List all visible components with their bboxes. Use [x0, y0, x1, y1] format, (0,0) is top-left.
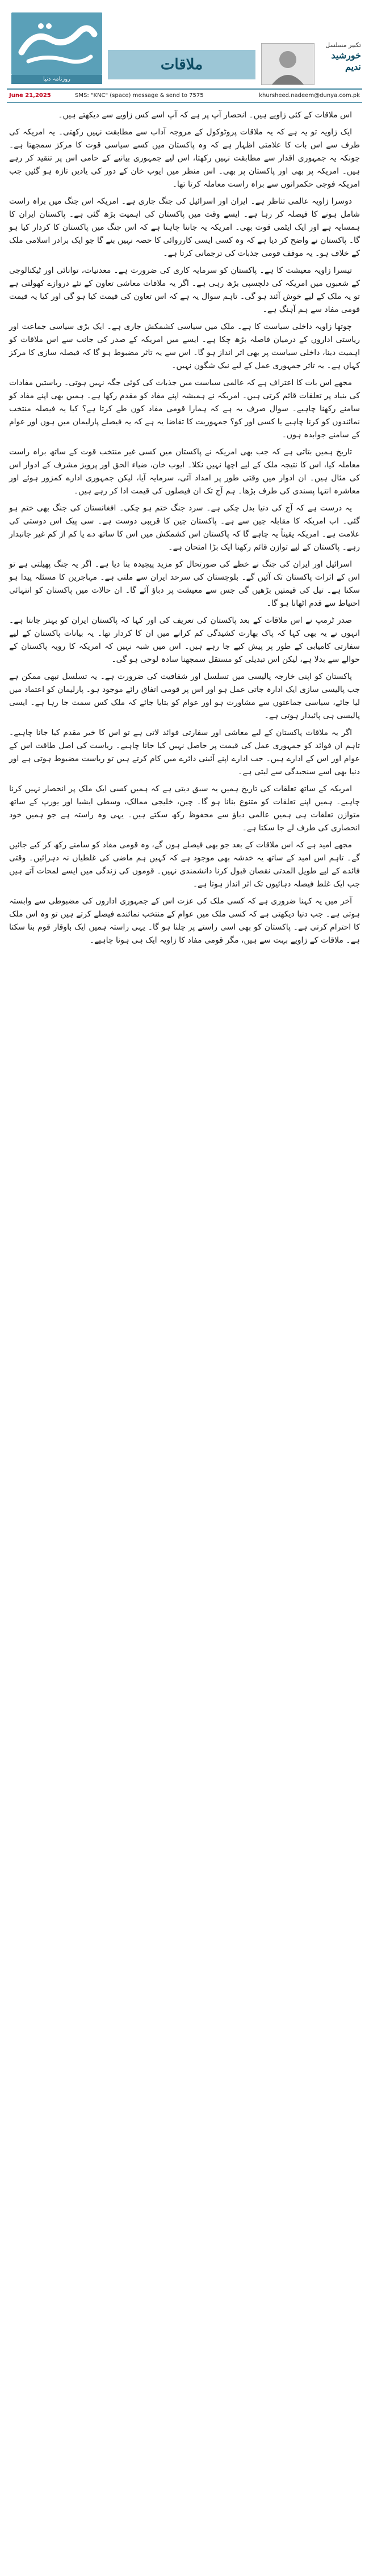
- article-paragraph: مجھے امید ہے کہ اس ملاقات کے بعد جو بھی فیصلے ہوں گے، وہ قومی مفاد کو سامنے رکھ کر کیے جائیں گے۔ تاہم اس امید کے ساتھ یہ خدشہ بھی موجود ہے کہ کہیں ہم ماضی کی غلطیاں نہ دہرائیں۔ وقتی فائدے کے لیے طویل المدتی نقصان قبول کرنا دانشمندی نہیں۔ قوموں کی زندگی میں ایسے لمحات آتے ہیں جب ایک غلط فیصلہ دہائیوں تک اثر انداز ہوتا ہے۔: [9, 841, 360, 889]
- meta-bar: [7, 88, 362, 103]
- column-series-name: تکبیر مسلسل: [325, 41, 361, 49]
- article-paragraph: اس ملاقات کے کئی زاویے ہیں۔ انحصار آپ پر ہے کہ آپ اسے کس زاویے سے دیکھتے ہیں۔: [58, 111, 352, 120]
- sms-instructions: SMS: "KNC" (space) message & send to 7575: [75, 92, 204, 99]
- article-paragraph: اگر یہ ملاقات پاکستان کے لیے معاشی اور سفارتی فوائد لاتی ہے تو اس کا خیر مقدم کیا جانا چاہیے۔ تاہم ان فوائد کو جمہوری عمل کی قیمت پر حاصل نہیں کیا جانا چاہیے۔ ریاست کی اصل طاقت اس کے عوام اور اس کے ادارے ہیں۔ جب ادارے اپنے آئینی دائرے میں کام کرتے ہیں تو ریاست مضبوط ہوتی ہے اور دنیا بھی اسے سنجیدگی سے لیتی ہے۔: [9, 728, 360, 776]
- article-paragraph: چوتھا زاویہ داخلی سیاست کا ہے۔ ملک میں سیاسی کشمکش جاری ہے۔ ایک بڑی سیاسی جماعت اور ریاستی اداروں کے درمیان فاصلہ بڑھ چکا ہے۔ ایسے میں امریکہ کے صدر کی جانب سے اس ملاقات کو اہمیت دینا، داخلی سیاست پر بھی اثر انداز ہو گا۔ اس سے یہ تاثر مضبوط ہو گا کہ فیصلہ سازی کا مرکز کہاں ہے۔ یہ تاثر جمہوری عمل کے لیے نیک شگون نہیں۔: [9, 322, 360, 370]
- author-photo: [261, 43, 315, 85]
- dunya-logo-icon: [11, 12, 102, 75]
- article-paragraph: امریکہ کے ساتھ تعلقات کی تاریخ ہمیں یہ سبق دیتی ہے کہ ہمیں کسی ایک ملک پر انحصار نہیں کرنا چاہیے۔ ہمیں اپنے تعلقات کو متنوع بنانا ہو گا۔ چین، خلیجی ممالک، وسطی ایشیا اور یورپ کے ساتھ متوازن تعلقات ہی ہمیں عالمی دباؤ سے محفوظ رکھ سکتے ہیں۔ یہی وہ راستہ ہے جو ہمیں خود انحصاری کی طرف لے جا سکتا ہے۔: [9, 784, 360, 833]
- author-name: خورشید ندیم: [331, 50, 361, 72]
- article-paragraph: صدر ٹرمپ نے اس ملاقات کے بعد پاکستان کی تعریف کی اور کہا کہ پاکستان ایران کو بہتر جانتا ہے۔ انہوں نے یہ بھی کہا کہ پاک بھارت کشیدگی کم کرانے میں ان کا کردار تھا۔ یہ بیانات پاکستان کے لیے سفارتی کامیابی کے طور پر پیش کیے جا رہے ہیں۔ اس میں شبہ نہیں کہ امریکہ کا رویہ پاکستان کے حوالے سے بدلا ہے، لیکن اس تبدیلی کو مستقل سمجھنا سادہ لوحی ہو گی۔: [9, 616, 360, 664]
- article-paragraph: دوسرا زاویہ عالمی تناظر ہے۔ ایران اور اسرائیل کی جنگ جاری ہے۔ امریکہ اس جنگ میں براہ راست شامل ہونے کا فیصلہ کر رہا ہے۔ ایسے وقت میں پاکستان کی اہمیت بڑھ گئی ہے۔ پاکستان ایران کا ہمسایہ ہے اور ایک ایٹمی قوت بھی۔ امریکہ یہ جاننا چاہتا ہے کہ اس جنگ میں پاکستان کا کردار کیا ہو گا۔ پاکستان نے واضح کر دیا ہے کہ وہ کسی ایسی کارروائی کا حصہ نہیں بنے گا جو ایک برادر اسلامی ملک کے خلاف ہو۔ یہ موقف قومی جذبات کی ترجمانی کرتا ہے۔: [9, 197, 360, 258]
- article-paragraph: تیسرا زاویہ معیشت کا ہے۔ پاکستان کو سرمایہ کاری کی ضرورت ہے۔ معدنیات، توانائی اور ٹیکنالوجی کے شعبوں میں امریکہ کی دلچسپی بڑھ رہی ہے۔ اگر یہ ملاقات معاشی تعاون کے نئے دروازے کھولتی ہے تو یہ ملک کے لیے خوش آئند ہو گی۔ تاہم سوال یہ ہے کہ اس تعاون کی قیمت کیا ہو گی اور کیا یہ قیمت قومی مفاد سے ہم آہنگ ہے۔: [9, 266, 360, 314]
- article-paragraph: یہ درست ہے کہ آج کی دنیا بدل چکی ہے۔ سرد جنگ ختم ہو چکی۔ افغانستان کی جنگ بھی ختم ہو گئی۔ اب امریکہ کا مقابلہ چین سے ہے۔ پاکستان چین کا قریبی دوست ہے۔ سی پیک اس دوستی کی علامت ہے۔ امریکہ یقیناً یہ چاہے گا کہ پاکستان اس کشمکش میں اس کا ساتھ دے یا کم از کم غیر جانبدار رہے۔ پاکستان کے لیے توازن قائم رکھنا ایک بڑا امتحان ہے۔: [9, 504, 360, 552]
- column-header: [0, 0, 369, 108]
- column-title: ملاقات: [160, 56, 203, 73]
- author-email: khursheed.nadeem@dunya.com.pk: [259, 92, 360, 99]
- logo-caption: روزنامہ دنیا: [11, 75, 102, 84]
- article-paragraph: مجھے اس بات کا اعتراف ہے کہ عالمی سیاست میں جذبات کی کوئی جگہ نہیں ہوتی۔ ریاستیں مفادات کی بنیاد پر تعلقات قائم کرتی ہیں۔ امریکہ نے ہمیشہ اپنے مفاد کو مقدم رکھا ہے۔ ہمیں بھی اپنے مفاد کو سامنے رکھنا چاہیے۔ سوال صرف یہ ہے کہ ہمارا قومی مفاد کون طے کرتا ہے؟ کیا یہ فیصلہ منتخب نمائندوں کو کرنا چاہیے یا کسی اور کو؟ جمہوریت کا تقاضا یہ ہے کہ یہ فیصلے پارلیمان میں ہوں اور عوام کے سامنے جوابدہ ہوں۔: [9, 378, 360, 440]
- newspaper-logo: [11, 12, 102, 75]
- article-paragraph: تاریخ ہمیں بتاتی ہے کہ جب بھی امریکہ نے پاکستان میں کسی غیر منتخب قوت کے ساتھ براہ راست معاملہ کیا، اس کا نتیجہ ملک کے لیے اچھا نہیں نکلا۔ ایوب خان، ضیاء الحق اور پرویز مشرف کے ادوار اس کی مثال ہیں۔ ان ادوار میں وقتی طور پر امداد آئی، سرمایہ آیا، لیکن جمہوری ادارے کمزور ہوئے اور معاشرہ انتہا پسندی کی طرف بڑھا۔ ہم آج تک ان فیصلوں کی قیمت ادا کر رہے ہیں۔: [9, 447, 360, 496]
- article-paragraph: اسرائیل اور ایران کی جنگ نے خطے کی صورتحال کو مزید پیچیدہ بنا دیا ہے۔ اگر یہ جنگ پھیلتی ہے تو اس کے اثرات پاکستان تک آئیں گے۔ بلوچستان کی سرحد ایران سے ملتی ہے۔ مہاجرین کا مسئلہ پیدا ہو سکتا ہے۔ تیل کی قیمتیں بڑھیں گی جس سے معیشت پر دباؤ آئے گا۔ ان حالات میں پاکستان کو انتہائی احتیاط سے قدم اٹھانا ہو گا۔: [9, 560, 360, 608]
- publish-date: June 21,2025: [9, 92, 51, 99]
- article-paragraph: پاکستان کو اپنی خارجہ پالیسی میں تسلسل اور شفافیت کی ضرورت ہے۔ یہ تسلسل تبھی ممکن ہے جب پالیسی سازی ایک ادارہ جاتی عمل ہو اور اس پر قومی اتفاق رائے موجود ہو۔ پارلیمان کو اعتماد میں لیا جائے، سیاسی جماعتوں سے مشاورت ہو اور عوام کو بتایا جائے کہ ملک کس سمت جا رہا ہے۔ ایسی پالیسی ہی پائیدار ہوتی ہے۔: [9, 672, 360, 720]
- author-portrait-icon: [262, 44, 314, 85]
- author-byline: [316, 40, 361, 84]
- article-paragraph: ایک زاویہ تو یہ ہے کہ یہ ملاقات پروٹوکول کے مروجہ آداب سے مطابقت نہیں رکھتی۔ یہ امریکہ کی طرف سے اس بات کا علامتی اظہار ہے کہ وہ پاکستان میں کسے سیاسی قوت کا مرکز سمجھتا ہے۔ چونکہ یہ جمہوری اقدار سے مطابقت نہیں رکھتا، اس لیے جمہوری بیانیے کے حامی اس پر تنقید کر رہے ہیں۔ امریکہ پر بھی اور پاکستان پر بھی۔ اس منظر میں ایوب خان کے دور کی یادیں تازہ ہو گئیں جب امریکہ فوجی حکمرانوں سے براہ راست معاملہ کرتا تھا۔: [9, 128, 360, 189]
- article-paragraph: آخر میں یہ کہنا ضروری ہے کہ کسی ملک کی عزت اس کے جمہوری اداروں کی مضبوطی سے وابستہ ہوتی ہے۔ جب دنیا دیکھتی ہے کہ کسی ملک میں عوام کے منتخب نمائندے فیصلے کرتے ہیں تو وہ اس ملک کا احترام کرتی ہے۔ پاکستان کو بھی اسی راستے پر چلنا ہو گا۔ یہی راستہ ہمیں ایک باوقار قوم بنا سکتا ہے۔ ملاقات کے زاویے بہت سے ہیں، مگر قومی مفاد کا زاویہ ایک ہی ہونا چاہیے۔: [9, 897, 360, 945]
- article-body: [9, 109, 360, 951]
